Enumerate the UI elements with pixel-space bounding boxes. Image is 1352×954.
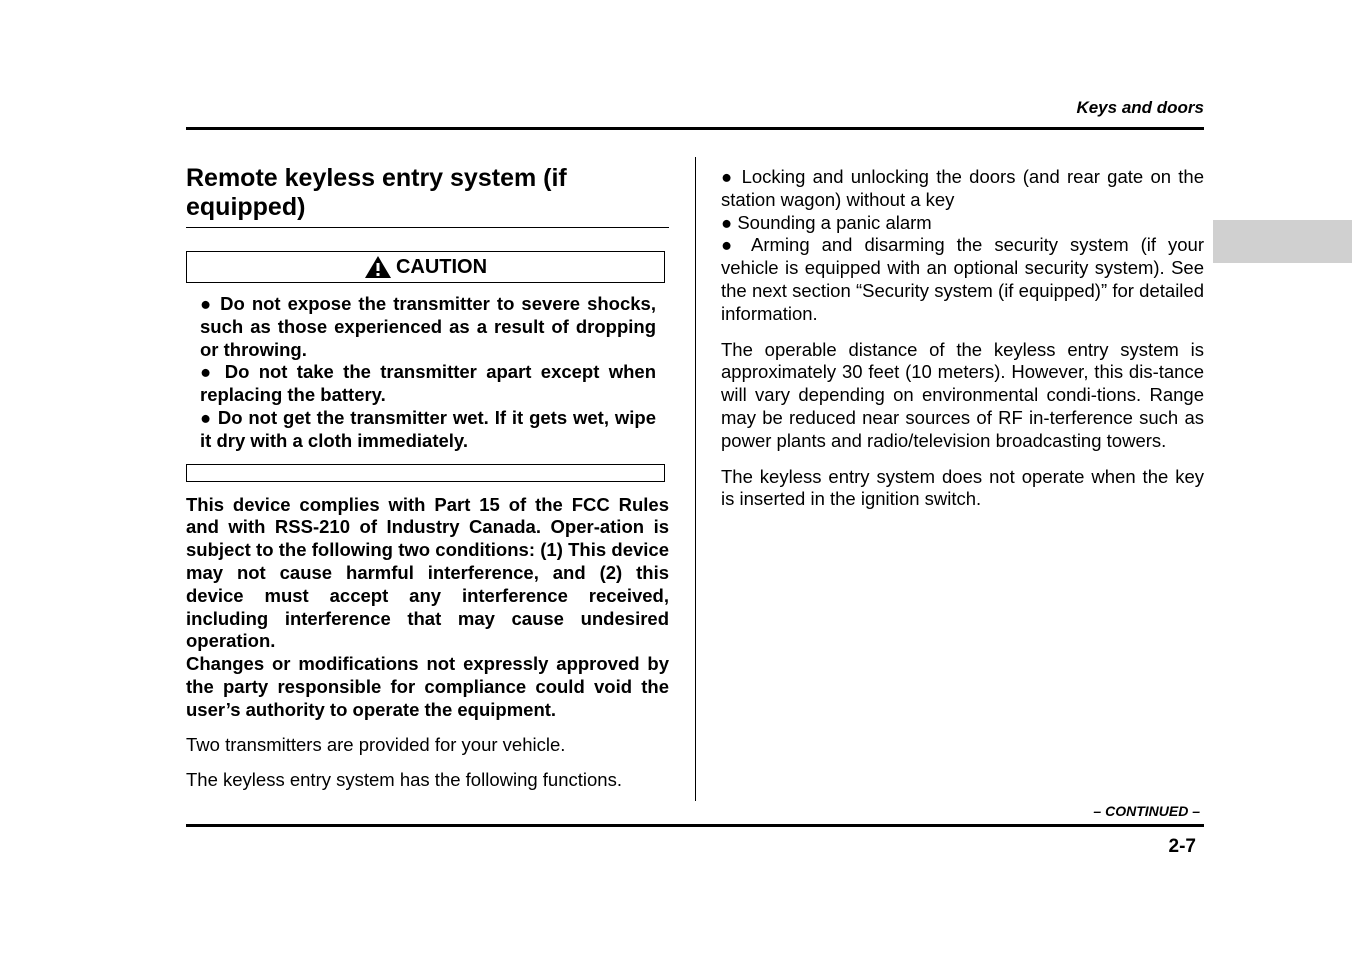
section-title: Remote keyless entry system (if equipped) [186, 164, 669, 228]
bullet-dot-icon: ● [200, 361, 216, 383]
bullet-dot-icon: ● [721, 234, 740, 256]
header-rule [186, 127, 1204, 130]
chapter-tab [1213, 220, 1352, 263]
right-column [721, 166, 1204, 511]
body-paragraph: The keyless entry system has the following functions. [186, 769, 622, 791]
bullet-dot-icon: ● [721, 166, 735, 187]
caution-header [186, 251, 665, 283]
caution-end-box [186, 464, 665, 482]
caution-list [200, 293, 656, 453]
page-number: 2-7 [1168, 836, 1196, 857]
fcc-paragraph: Changes or modifications not expressly approved by the party responsible for compliance could void the user’s authority to operate the equipment. [186, 653, 669, 720]
body-paragraph: The keyless entry system does not operate when the key is inserted in the ignition switch. [721, 465, 1204, 510]
fcc-paragraph: This device complies with Part 15 of the FCC Rules and with RSS-210 of Industry Canada. Oper-ation is subject to the following two conditions: (1) This device may not cause harmful interference, and (2) this device must accept any interference received, including interference that may cause undesired operation. [186, 493, 669, 652]
caution-label: CAUTION [395, 255, 488, 278]
footer-rule [186, 824, 1204, 827]
warning-triangle-icon [364, 255, 392, 279]
function-item: ● Sounding a panic alarm [721, 211, 932, 233]
bullet-dot-icon: ● [721, 211, 733, 233]
left-column [186, 164, 669, 792]
body-paragraph: The operable distance of the keyless entry system is approximately 30 feet (10 meters). However, this dis-tance will vary depending on environmental condi-tions. Range may be reduced near sources of RF in-terference such as power plants and radio/television broadcasting towers. [721, 338, 1204, 451]
body-paragraph: Two transmitters are provided for your vehicle. [186, 733, 566, 755]
continued-label: – CONTINUED – [1093, 803, 1200, 819]
column-divider [695, 157, 696, 801]
bullet-dot-icon: ● [200, 406, 212, 428]
caution-item: ● Do not get the transmitter wet. If it gets wet, wipe it dry with a cloth immediately. [200, 406, 656, 451]
header-title: Keys and doors [1076, 98, 1204, 117]
caution-item: ● Do not expose the transmitter to severe shocks, such as those experienced as a result of dropping or throwing. [200, 293, 656, 360]
fcc-notice [186, 494, 669, 722]
function-item: ● Locking and unlocking the doors (and rear gate on the station wagon) without a key [721, 166, 1205, 210]
caution-item: ● Do not take the transmitter apart except when replacing the battery. [200, 361, 657, 406]
function-item: ● Arming and disarming the security system (if your vehicle is equipped with an optional security system). See the next section “Security system (if equipped)” for detailed information. [721, 234, 1204, 324]
bullet-dot-icon: ● [200, 293, 214, 314]
